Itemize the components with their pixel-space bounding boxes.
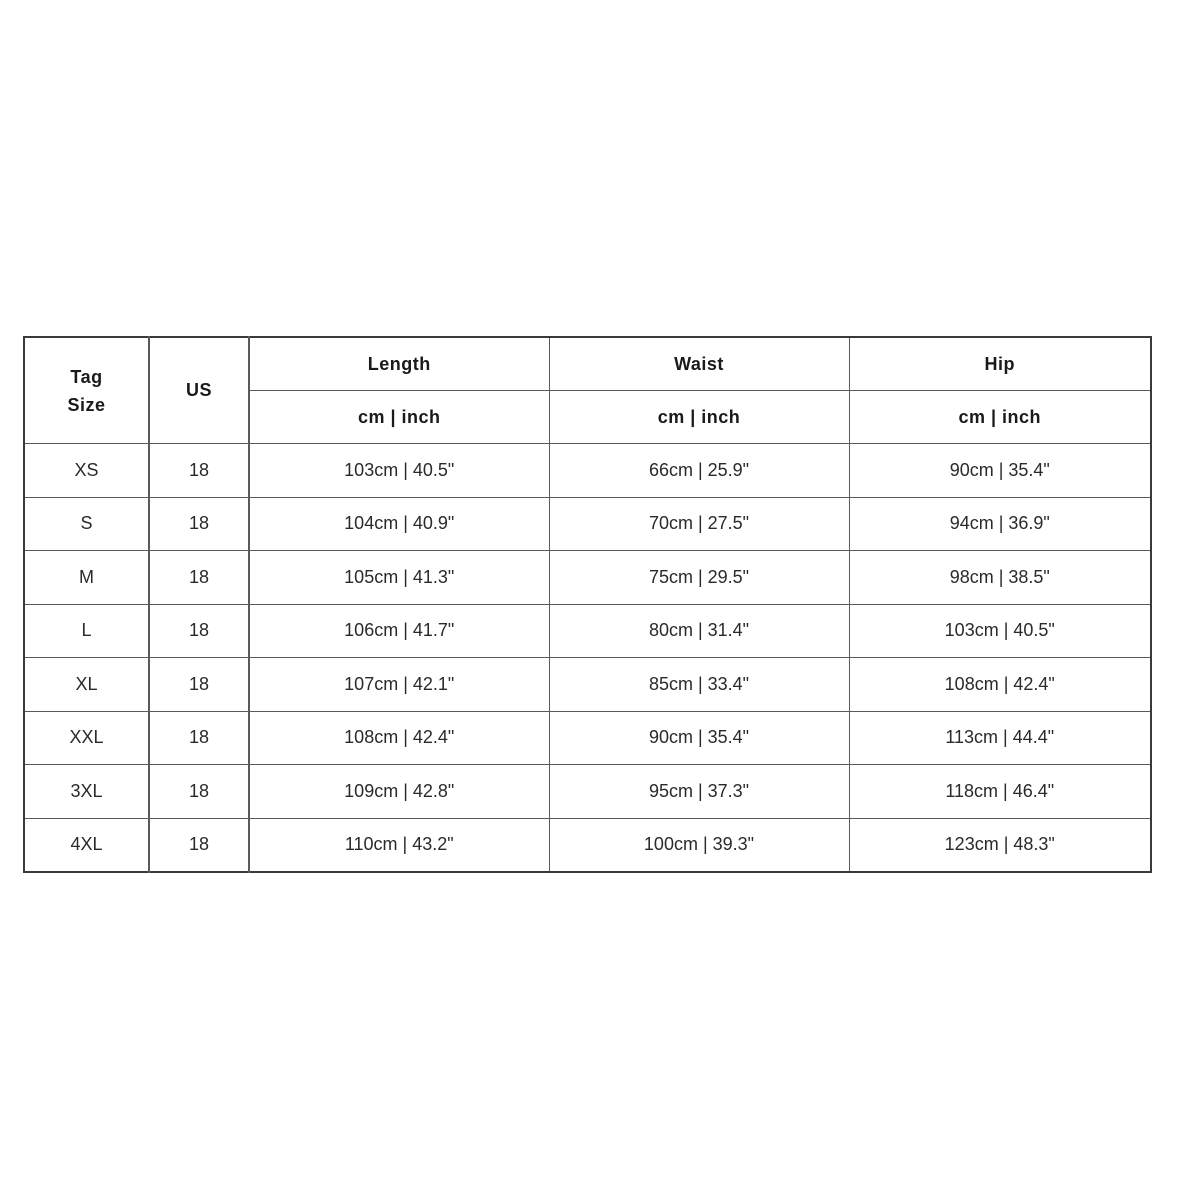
tag-size-header [24,337,149,444]
length-cell: 106cm | 41.7" [249,604,549,658]
table-row [24,604,1151,658]
table-row [24,711,1151,765]
length-cell: 104cm | 40.9" [249,497,549,551]
hip-cell: 108cm | 42.4" [849,658,1151,712]
us-size-cell: 18 [149,497,249,551]
waist-cell: 75cm | 29.5" [549,551,849,605]
table-row [24,658,1151,712]
waist-cell: 80cm | 31.4" [549,604,849,658]
us-size-cell: 18 [149,551,249,605]
table-row [24,444,1151,498]
tag-size-cell: L [24,604,149,658]
table-row [24,765,1151,819]
tag-size-cell: XS [24,444,149,498]
hip-cell: 118cm | 46.4" [849,765,1151,819]
hip-cell: 94cm | 36.9" [849,497,1151,551]
hip-header: Hip [849,337,1151,391]
hip-cell: 103cm | 40.5" [849,604,1151,658]
hip-unit-header: cm | inch [849,391,1151,444]
waist-cell: 70cm | 27.5" [549,497,849,551]
length-cell: 105cm | 41.3" [249,551,549,605]
us-size-cell: 18 [149,818,249,872]
length-cell: 107cm | 42.1" [249,658,549,712]
tag-size-header-line1: Tag [70,366,103,387]
length-cell: 110cm | 43.2" [249,818,549,872]
table-row [24,818,1151,872]
hip-cell: 113cm | 44.4" [849,711,1151,765]
tag-size-cell: 3XL [24,765,149,819]
waist-cell: 90cm | 35.4" [549,711,849,765]
size-chart-table [23,336,1152,873]
length-cell: 109cm | 42.8" [249,765,549,819]
us-size-cell: 18 [149,444,249,498]
hip-cell: 123cm | 48.3" [849,818,1151,872]
waist-cell: 100cm | 39.3" [549,818,849,872]
tag-size-cell: XXL [24,711,149,765]
us-size-cell: 18 [149,711,249,765]
length-cell: 103cm | 40.5" [249,444,549,498]
tag-size-cell: S [24,497,149,551]
hip-cell: 98cm | 38.5" [849,551,1151,605]
waist-unit-header: cm | inch [549,391,849,444]
length-header: Length [249,337,549,391]
us-size-cell: 18 [149,604,249,658]
hip-cell: 90cm | 35.4" [849,444,1151,498]
tag-size-cell: M [24,551,149,605]
table-row [24,551,1151,605]
tag-size-cell: XL [24,658,149,712]
waist-cell: 66cm | 25.9" [549,444,849,498]
length-unit-header: cm | inch [249,391,549,444]
length-cell: 108cm | 42.4" [249,711,549,765]
us-size-cell: 18 [149,658,249,712]
waist-header: Waist [549,337,849,391]
table-row [24,497,1151,551]
us-size-header: US [149,337,249,444]
waist-cell: 85cm | 33.4" [549,658,849,712]
header-row [24,337,1151,391]
tag-size-cell: 4XL [24,818,149,872]
us-size-cell: 18 [149,765,249,819]
waist-cell: 95cm | 37.3" [549,765,849,819]
tag-size-header-line2: Size [67,394,106,415]
